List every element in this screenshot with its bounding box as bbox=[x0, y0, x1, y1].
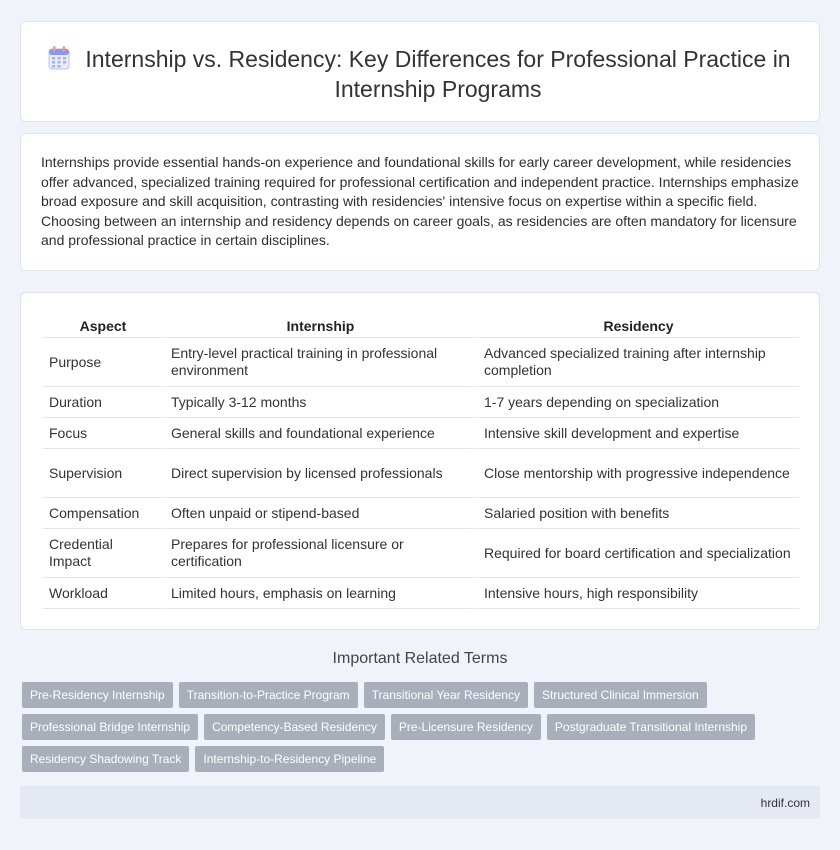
related-term-tag[interactable]: Competency-Based Residency bbox=[204, 714, 385, 740]
related-term-tag[interactable]: Structured Clinical Immersion bbox=[534, 682, 707, 708]
internship-cell: General skills and foundational experience bbox=[163, 418, 476, 449]
related-term-tag[interactable]: Pre-Licensure Residency bbox=[391, 714, 541, 740]
intro-card bbox=[20, 133, 820, 271]
header-aspect: Aspect bbox=[43, 315, 163, 338]
page-title: Internship vs. Residency: Key Differences for Professional Practice in Internship Programs bbox=[85, 46, 791, 102]
aspect-cell: Focus bbox=[43, 418, 163, 449]
header-residency: Residency bbox=[476, 315, 799, 338]
residency-cell: Salaried position with benefits bbox=[476, 498, 799, 529]
aspect-cell: Workload bbox=[43, 578, 163, 609]
residency-cell: Intensive hours, high responsibility bbox=[476, 578, 799, 609]
related-term-tag[interactable]: Internship-to-Residency Pipeline bbox=[195, 746, 384, 772]
aspect-cell: Supervision bbox=[43, 449, 163, 498]
related-term-tag[interactable]: Residency Shadowing Track bbox=[22, 746, 189, 772]
aspect-cell: Duration bbox=[43, 387, 163, 418]
related-term-tag[interactable]: Transitional Year Residency bbox=[364, 682, 528, 708]
residency-cell: Intensive skill development and expertise bbox=[476, 418, 799, 449]
residency-cell: Close mentorship with progressive independence bbox=[476, 449, 799, 498]
related-term-tag[interactable]: Transition-to-Practice Program bbox=[179, 682, 358, 708]
internship-cell: Direct supervision by licensed professionals bbox=[163, 449, 476, 498]
residency-cell: 1-7 years depending on specialization bbox=[476, 387, 799, 418]
table-row bbox=[43, 578, 799, 609]
table-row bbox=[43, 498, 799, 529]
aspect-cell: Compensation bbox=[43, 498, 163, 529]
internship-cell: Typically 3-12 months bbox=[163, 387, 476, 418]
table-row bbox=[43, 449, 799, 498]
related-term-tag[interactable]: Pre-Residency Internship bbox=[22, 682, 173, 708]
internship-cell: Entry-level practical training in professional environment bbox=[163, 338, 476, 387]
related-term-tag[interactable]: Postgraduate Transitional Internship bbox=[547, 714, 755, 740]
internship-cell: Often unpaid or stipend-based bbox=[163, 498, 476, 529]
intro-paragraph: Internships provide essential hands-on experience and foundational skills for early career development, while residencies offer advanced, specialized training required for professional certification and independent practice. Internships emphasize broad exposure and skill acquisition, contrasting with residencies' intensive focus on expertise within a specific field. Choosing between an internship and residency depends on career goals, as residencies are often mandatory for licensure and professional practice in certain disciplines. bbox=[41, 154, 799, 249]
aspect-cell: Purpose bbox=[43, 338, 163, 387]
related-terms-list bbox=[22, 682, 802, 772]
table-row bbox=[43, 338, 799, 387]
footer-site-link[interactable]: hrdif.com bbox=[760, 796, 810, 810]
residency-cell: Required for board certification and specialization bbox=[476, 529, 799, 578]
header-card bbox=[20, 21, 820, 122]
table-row bbox=[43, 529, 799, 578]
related-term-tag[interactable]: Professional Bridge Internship bbox=[22, 714, 198, 740]
internship-cell: Prepares for professional licensure or certification bbox=[163, 529, 476, 578]
footer bbox=[20, 786, 820, 819]
internship-cell: Limited hours, emphasis on learning bbox=[163, 578, 476, 609]
related-terms-title: Important Related Terms bbox=[332, 650, 508, 667]
table-row bbox=[43, 387, 799, 418]
comparison-card bbox=[20, 292, 820, 630]
residency-cell: Advanced specialized training after internship completion bbox=[476, 338, 799, 387]
aspect-cell: Credential Impact bbox=[43, 529, 163, 578]
table-row bbox=[43, 418, 799, 449]
table-header-row bbox=[43, 315, 799, 338]
header-internship: Internship bbox=[163, 315, 476, 338]
comparison-table bbox=[43, 315, 799, 609]
